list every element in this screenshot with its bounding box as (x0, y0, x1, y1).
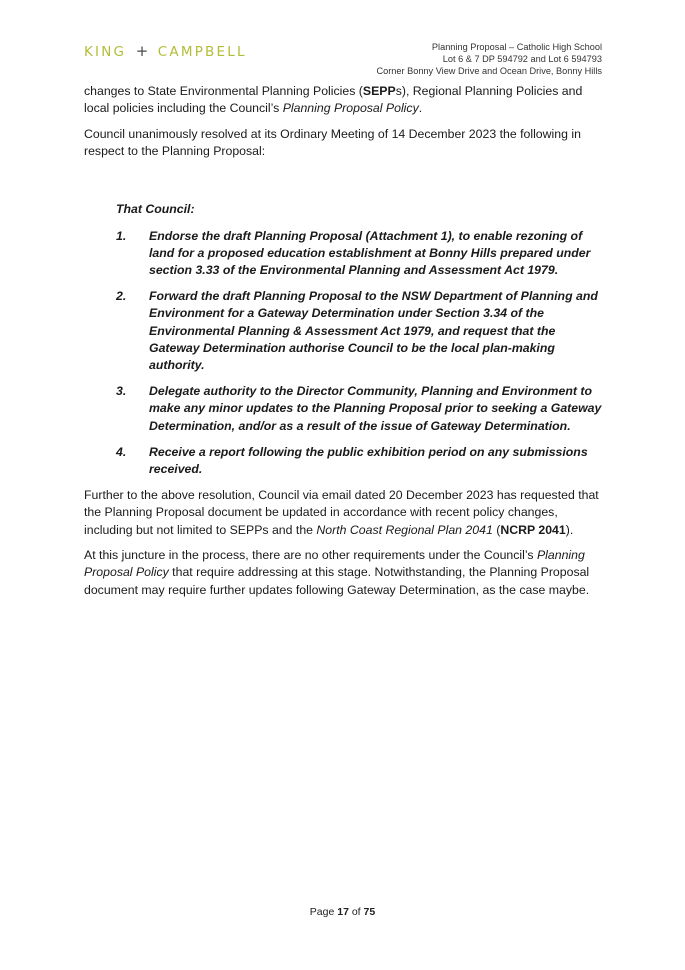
item-number: 4. (116, 444, 127, 459)
text-run: that require addressing at this stage. Notwithstanding, the Planning Proposal document may require further updates following Gateway Determination, as the case maybe. (84, 565, 590, 597)
council-resolution (116, 201, 604, 478)
italic-term: Planning Proposal Policy (282, 101, 419, 116)
logo-word-king: KING (84, 44, 127, 60)
item-number: 2. (116, 289, 127, 304)
italic-term: North Coast Regional Plan 2041 (316, 522, 493, 537)
company-logo (84, 42, 247, 60)
text-run: At this juncture in the process, there are no other requirements under the Council’s (84, 548, 537, 563)
page-label: Page (309, 906, 338, 918)
italic-term: Planning Proposal Policy (84, 548, 585, 580)
text-run: changes to State Environmental Planning Policies ( (84, 84, 363, 98)
page-number: 17 (337, 906, 349, 918)
resolution-lead: That Council: (116, 202, 195, 217)
item-number: 3. (116, 384, 127, 399)
bold-term: SEPP (362, 84, 396, 98)
item-number: 1. (116, 228, 127, 243)
logo-word-campbell: CAMPBELL (157, 44, 247, 60)
text-run: ( (492, 522, 501, 537)
page-total: 75 (363, 906, 376, 918)
paragraph-email-request (84, 487, 604, 539)
resolution-item (116, 288, 604, 374)
paragraph-council-resolved: Council unanimously resolved at its Ordinary Meeting of 14 December 2023 the following in respect to the Planning Proposal: (84, 126, 581, 159)
item-text: Endorse the draft Planning Proposal (Attachment 1), to enable rezoning of land for a proposed education establishment at Bonny Hills prepared under section 3.33 of the Environmental Planning and Assessment Act 1979. (149, 228, 591, 277)
header-line-address: Corner Bonny View Drive and Ocean Drive, Bonny Hills (376, 66, 602, 77)
page-of-label: of (348, 906, 364, 918)
text-run: s), Regional Planning Policies and local policies including the Council’s (84, 84, 583, 116)
paragraph-policies (84, 83, 604, 117)
resolution-item (116, 228, 604, 280)
item-text: Delegate authority to the Director Community, Planning and Environment to make any minor updates to the Planning Proposal prior to seeking a Gateway Determination, and/or as a result of the issue of Gateway Determination. (149, 384, 602, 433)
header-line-lots: Lot 6 & 7 DP 594792 and Lot 6 594793 (442, 54, 602, 65)
text-run: . (418, 101, 423, 116)
item-text: Forward the draft Planning Proposal to the NSW Department of Planning and Environment for a Gateway Determination under Section 3.34 of the Environmental Planning & Assessment Act 1979, and request that the Gateway Determination authorise Council to be the local plan-making authority. (149, 289, 598, 372)
header-line-title: Planning Proposal – Catholic High School (431, 42, 602, 52)
page-footer (0, 906, 685, 918)
text-run: Further to the above resolution, Council via email dated 20 December 2023 has requested that the Planning Proposal document be updated in accordance with recent policy changes, including but not limited to SEPPs and the (84, 488, 599, 537)
document-header (376, 41, 602, 78)
item-text: Receive a report following the public exhibition period on any submissions received. (149, 444, 588, 476)
text-run: ). (565, 522, 574, 537)
resolution-item (116, 444, 604, 478)
resolution-item (116, 383, 604, 435)
bold-term: NCRP 2041 (500, 522, 566, 537)
logo-plus: + (135, 42, 149, 60)
page-body (84, 83, 604, 607)
paragraph-juncture (84, 547, 604, 599)
